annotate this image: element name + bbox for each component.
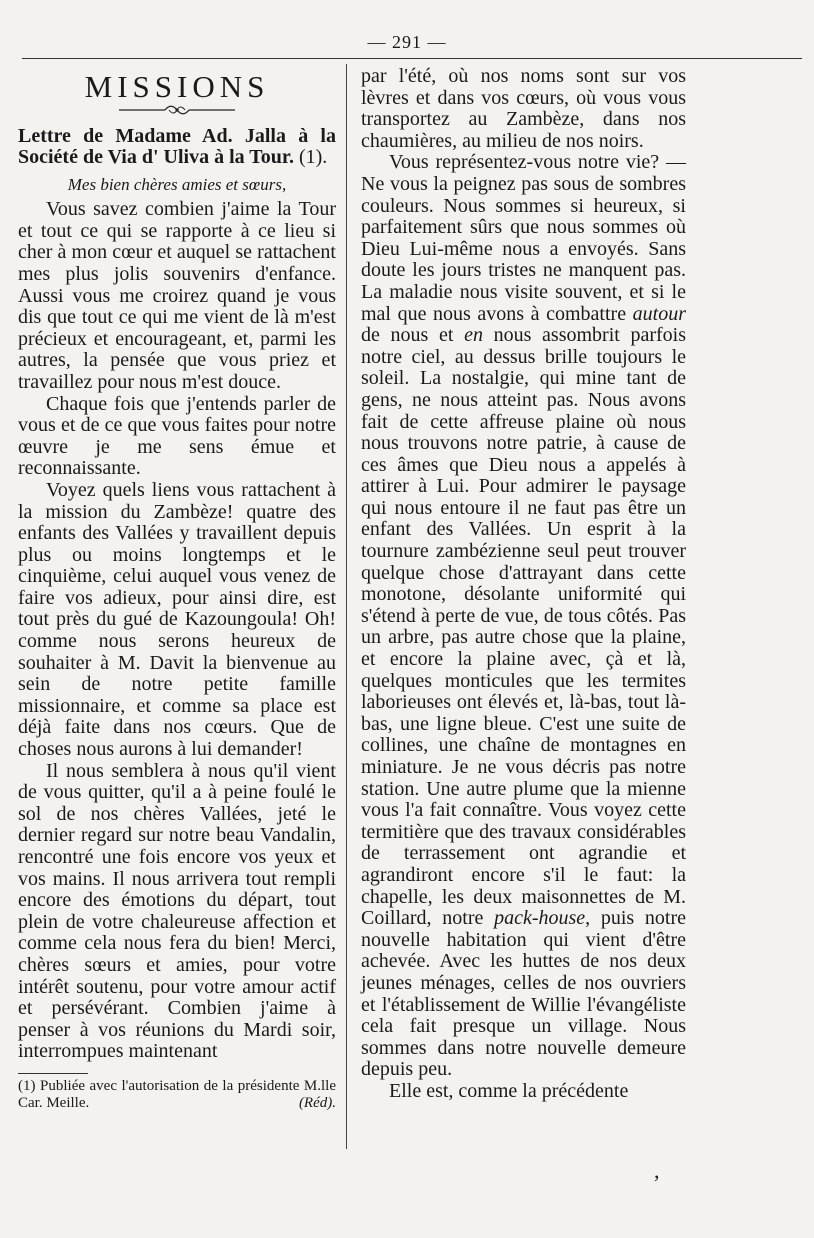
- text-run: , puis notre nouvelle habitation qui vient d'être achevée. Avec les huttes de nos deux jeunes ménages, celles de nos ouvriers et l'établissement de Willie l'évangéliste cela fait presque un village. Nous sommes dans notre nouvelle demeure depuis peu.: [361, 907, 686, 1081]
- footnote-reference: (1).: [293, 145, 328, 168]
- letter-title-text: Lettre de Madame Ad. Jalla à la Société de Via d' Uliva à la Tour.: [18, 124, 336, 168]
- text-run: Vous représentez-vous notre vie? — Ne vous la peignez pas sous de sombres couleurs. Nous sommes si heureux, si parfaitement sûrs que nous sommes où Dieu Lui-même nous a envoyés. Sans doute les jours tristes ne manquent pas. La maladie nous visite souvent, et si le mal que nous avons à combattre: [361, 151, 686, 325]
- paragraph: Chaque fois que j'entends parler de vous et de ce que vous faites pour notre œuvre je me sens émue et reconnaissante.: [18, 392, 336, 480]
- paragraph: Il nous semblera à nous qu'il vient de vous quitter, qu'il a à peine foulé le sol de nos chères Vallées, jeté le dernier regard sur notre beau Vandalin, rencontré une fois encore vos yeux et vos mains. Il nous arrivera tout rempli encore des émotions du départ, tout plein de votre chaleureuse affection et comme cela nous fera du bien! Merci, chères sœurs et amies, pour votre intérêt soutenu, pour votre amour actif et persévérant. Combien j'aime à penser à vos réunions du Mardi soir, interrompues maintenant: [18, 759, 336, 1063]
- text-run: de nous et: [361, 324, 465, 347]
- ornament-flourish-icon: [117, 104, 237, 116]
- footnote-text: (1) Publiée avec l'autorisation de la présidente M.lle Car. Meille.: [18, 1077, 336, 1111]
- italic-word: pack-house: [494, 907, 586, 930]
- italic-word: en: [464, 324, 483, 347]
- paragraph: par l'été, où nos noms sont sur vos lèvres et dans vos cœurs, où vous vous transportez au Zambèze, dans nos chaumières, au milieu de nos noirs.: [361, 65, 686, 152]
- column-divider: [346, 64, 347, 1149]
- right-column: [361, 66, 686, 1103]
- section-title: MISSIONS: [84, 69, 270, 104]
- salutation: Mes bien chères amies et sœurs,: [67, 174, 287, 194]
- footnote-credit: (Réd).: [298, 1094, 336, 1111]
- paragraph: Elle est, comme la précédente: [389, 1079, 629, 1102]
- page-number: — 291 —: [367, 32, 447, 52]
- footnote: [18, 1078, 336, 1112]
- paragraph: [361, 152, 686, 1081]
- letter-title: [18, 126, 336, 168]
- paragraph: Vous savez combien j'aime la Tour et tout ce qui se rapporte à ce lieu si cher à mon cœur et auquel se rattachent mes plus jolis souvenirs d'enfance. Aussi vous me croirez quand je vous dis que tout ce qui me vient de là m'est précieux et encourageant, et, parmi les autres, la pensée que vous priez et travaillez pour nous m'est douce.: [18, 198, 336, 393]
- left-column: [18, 66, 336, 1112]
- header-rule: [22, 58, 802, 59]
- paragraph: Voyez quels liens vous rattachent à la mission du Zambèze! quatre des enfants des Vallées y travaillent depuis plus ou moins longtemps et le cinquième, celui auquel vous venez de faire vos adieux, pour ainsi dire, est tout près du gué de Kazoungoula! Oh! comme nous serons heureux de souhaiter à M. Davit la bienvenue au sein de notre petite famille missionnaire, et comme sa place est déjà faite dans nos cœurs. Que de choses nous aurons à lui demander!: [18, 478, 336, 761]
- stray-mark: ,: [654, 1158, 660, 1183]
- footnote-rule: [18, 1073, 88, 1074]
- text-run: nous assombrit parfois notre ciel, au dessus brille toujours le soleil. La nostalgie, qui mine tant de gens, ne nous atteint pas. Nous avons fait de cette affreuse plaine où nous nous trouvons notre patrie, à cause de ces âmes que Dieu nous a appelés à attirer à Lui. Pour admirer le paysage qui nous entoure il ne faut pas être un enfant des Vallées. Un esprit à la tournure zambézienne seul peut trouver quelque chose d'attrayant dans cette monotone, désolante uniformité qui s'étend à perte de vue, de tous côtés. Pas un arbre, pas autre chose que la plaine, et encore la plaine avec, çà et là, quelques monticules que les termites laborieuses ont élevés et, là-bas, tout là-bas, une ligne bleue. C'est une suite de collines, une chaîne de montagnes en miniature. Je ne vous décris pas notre station. Une autre plume que la mienne vous l'a fait connaître. Vous voyez cette termitière que des travaux considérables de terrassement ont agrandie et agrandiront encore s'il le faut: la chapelle, les deux maisonnettes de M. Coillard, notre: [361, 324, 687, 930]
- italic-word: autour: [632, 302, 686, 325]
